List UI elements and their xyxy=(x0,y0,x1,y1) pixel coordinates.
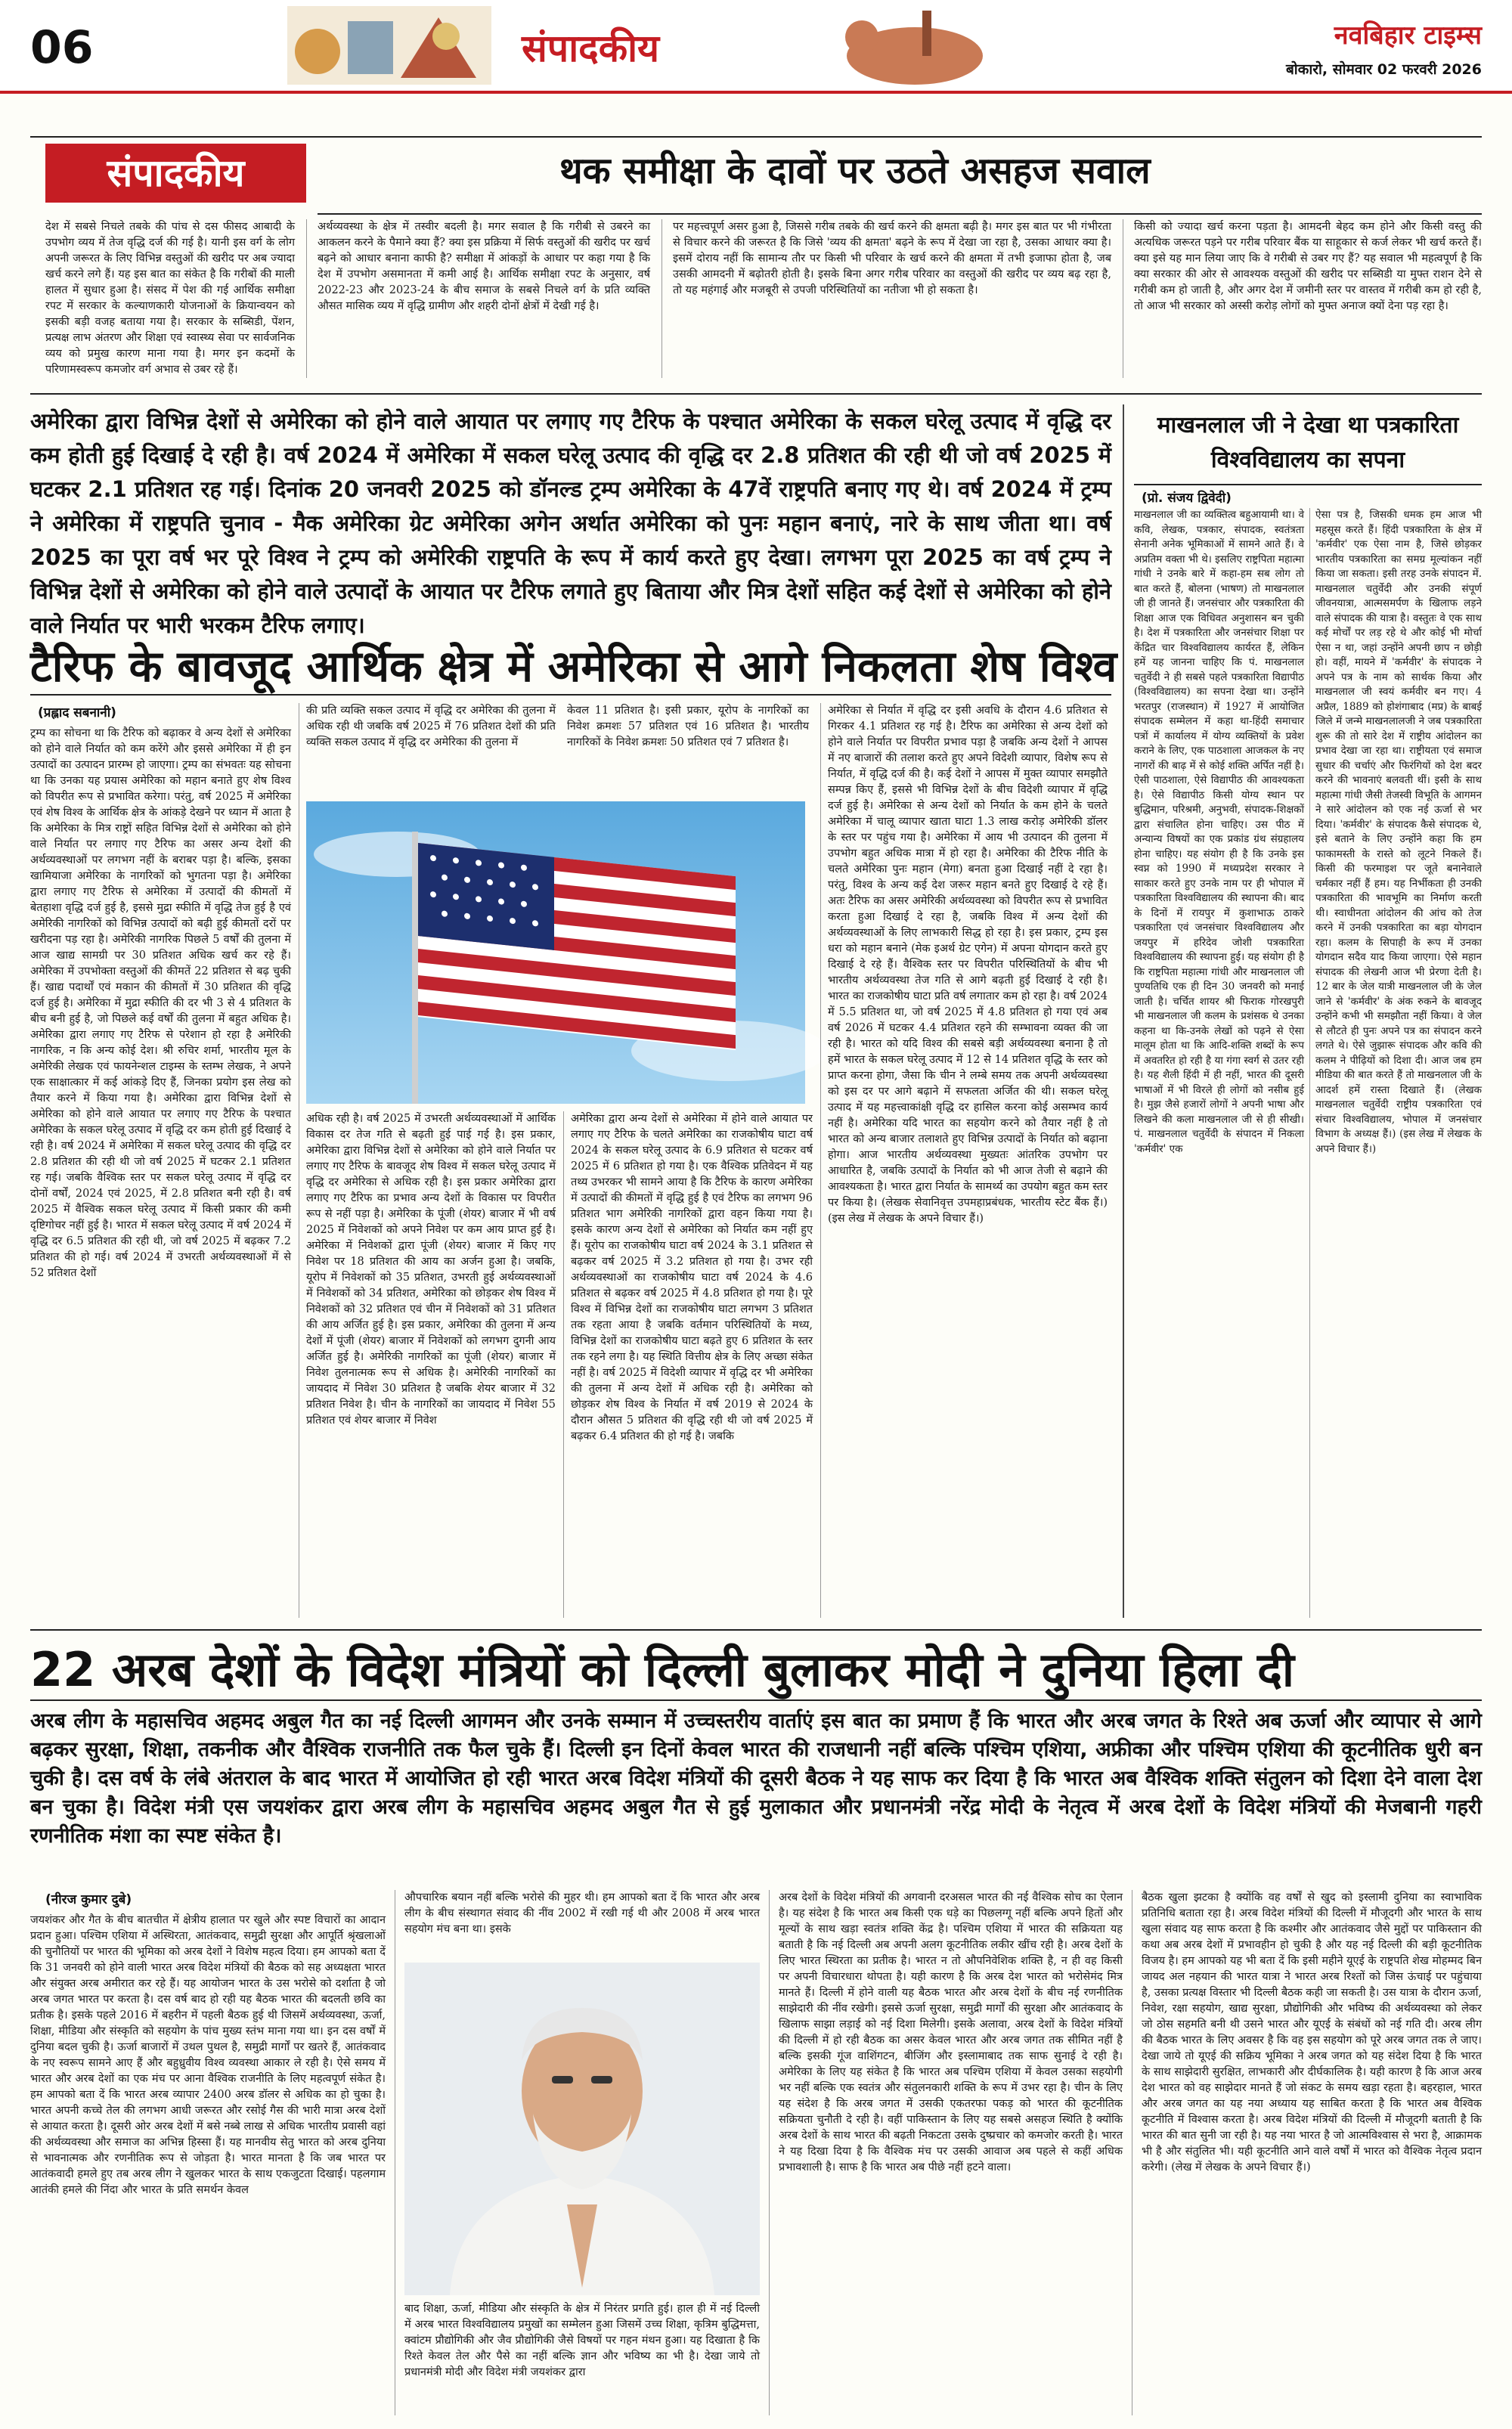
editorial-column-2: अर्थव्यवस्था के क्षेत्र में तस्वीर बदली है। मगर सवाल है कि गरीबी से उबरने का आकलन करने के पैमाने क्या हैं? क्या इस प्रक्रिया में सिर्फ वस्तुओं की खरीद पर खर्च बढ़ने को आधार बनाना काफी है? समीक्षा में आंकड़ों के आधार पर कहा गया है कि देश में उपभोग असमानता में कमी आई है। आर्थिक समीक्षा रपट के अनुसार, वर्ष 2022-23 और 2023-24 के बीच समाज के सबसे निचले वर्ग के प्रति व्यक्ति औसत मासिक व्यय में वृद्धि ग्रामीण और शहरी दोनों क्षेत्रों में देखी गई है। xyxy=(318,221,650,312)
tariff-byline: (प्रह्लाद सबनानी) xyxy=(38,705,116,720)
editorial-label: संपादकीय xyxy=(45,144,306,203)
tariff-headline: टैरिफ के बावजूद आर्थिक क्षेत्र में अमेरिका से आगे निकलता शेष विश्व xyxy=(30,642,1117,692)
headline-rule xyxy=(30,694,1111,696)
arab-intro: अरब लीग के महासचिव अहमद अबुल गैत का नई दिल्ली आगमन और उनके सम्मान में उच्चस्तरीय वार्ताएं इस बात का प्रमाण हैं कि भारत और अरब जगत के रिश्ते अब ऊर्जा और व्यापार से आगे बढ़कर सुरक्षा, शिक्षा, तकनीक और वैश्विक राजनीति तक फैल चुके हैं। दिल्ली इन दिनों केवल भारत की राजधानी नहीं बल्कि पश्चिम एशिया, अफ्रीका और पश्चिम एशिया की कूटनीतिक धुरी बन चुकी है। दस वर्ष के लंबे अंतराल के बाद भारत में आयोजित हो रही भारत अरब विदेश मंत्रियों की दूसरी बैठक ने यह साफ कर दिया है कि भारत अब वैश्विक शक्ति संतुलन को दिशा देने वाला देश बन चुका है। विदेश मंत्री एस जयशंकर द्वारा अरब लीग के महासचिव अहमद अबुल गैत से हुई मुलाकात और प्रधानमंत्री नरेंद्र मोदी के नेतृत्व में अरब देशों के विदेश मंत्रियों की मेजबानी गहरी रणनीतिक मंशा का स्पष्ट संकेत है। xyxy=(30,1709,1482,1848)
newspaper-brand: नवबिहार टाइम्स xyxy=(1334,20,1482,51)
makhanlal-column-1: माखनलाल जी का व्यक्तित्व बहुआयामी था। वे कवि, लेखक, पत्रकार, संपादक, स्वतंत्रता सेनानी अनेक भूमिकाओं में सामने आते हैं। वे अप्रतिम वक्ता भी थे। इसलिए राष्ट्रपिता महात्मा गांधी ने उनके बारे में कहा-हम सब लोग तो बात करते हैं, बोलना (भाषण) तो माखनलाल जी ही जानते हैं। जनसंचार और पत्रकारिता की शिक्षा आज एक विधिवत अनुशासन बन चुकी है। देश में पत्रकारिता और जनसंचार शिक्षा पर केंद्रित चार विश्वविद्यालय कार्यरत हैं, लेकिन हमें यह जानना चाहिए कि पं. माखनलाल चतुर्वेदी ने ही सबसे पहले पत्रकारिता विद्यापीठ (विश्वविद्यालय) का सपना देखा था। उन्होंने भरतपुर (राजस्थान) में 1927 में आयोजित संपादक सम्मेलन में कहा था-हिंदी समाचार पत्रों में कार्यालय में योग्य व्यक्तियों के प्रवेश कराने के लिए, एक पाठशाला आजकल के नए नागरों की बाढ़ में से कोई शक्ति अर्पित नहीं है। ऐसी पाठशाला, ऐसे विद्यापीठ की आवश्यकता है। ऐसे विद्यापीठ किसी योग्य स्थान पर बुद्धिमान, परिश्रमी, अनुभवी, संपादक-शिक्षकों द्वारा संचालित होना चाहिए। उस पीठ में अन्यान्य विषयों का एक प्रकांड ग्रंथ संग्रहालय होना चाहिए। यह संयोग ही है कि उनके इस स्वप्न को 1990 में मध्यप्रदेश सरकार ने साकार करते हुए उनके नाम पर ही भोपाल में पत्रकारिता विश्वविद्यालय की स्थापना की। बाद के दिनों में रायपुर में कुशाभाऊ ठाकरे पत्रकारिता एवं जनसंचार विश्वविद्यालय और जयपुर में हरिदेव जोशी पत्रकारिता विश्वविद्यालय की स्थापना हुई। यह संयोग ही है कि राष्ट्रपिता महात्मा गांधी और माखनलाल जी पुण्यतिथि एक ही दिन 30 जनवरी को मनाई जाती है। चर्चित शायर श्री फिराक गोरखपुरी भी माखनलाल जी कलम के प्रशंसक थे उनका कहना था कि-उनके लेखों को पढ़ने से ऐसा मालूम होता था कि आदि-शक्ति शब्दों के रूप में अवतरित हो रही है या गंगा स्वर्ग से उतर रही है। यह शैली हिंदी में ही नहीं, भारत की दूसरी भाषाओं में भी विरले ही लोगों को नसीब हुई है। मुझ जैसे हजारों लोगों ने अपनी भाषा और लिखने की कला माखनलाल जी से ही सीखी। पं. माखनलाल चतुर्वेदी के संपादन में निकला 'कर्मवीर' एक xyxy=(1134,509,1304,1155)
editorial-column-1: देश में सबसे निचले तबके की पांच से दस फीसद आबादी के उपभोग व्यय में तेज वृद्धि दर्ज की गई है। यानी इस वर्ग के लोग अपनी जरूरत के लिए विभिन्न वस्तुओं की खरीद पर अब ज्यादा खर्च करने लगे हैं। यह इस बात का संकेत है कि गरीबों की माली हालत में सुधार हुआ है। संसद में पेश की गई आर्थिक समीक्षा रपट में सरकार के कल्याणकारी योजनाओं के क्रियान्वयन को इसकी बड़ी वजह बताया गया है। सरकार के सब्सिडी, पेंशन, प्रत्यक्ष लाभ अंतरण और शिक्षा एवं स्वास्थ्य सेवा पर सार्वजनिक व्यय को प्रमुख कारण माना गया है। मगर इन कदमों के परिणामस्वरूप कमजोर वर्ग अभाव से उबर रहे हैं। xyxy=(45,221,295,376)
page-number: 06 xyxy=(30,21,94,74)
column-divider xyxy=(563,1111,564,1618)
sidebar-headline-rule xyxy=(1134,484,1482,485)
column-divider xyxy=(769,1890,770,2415)
arab-column-3: अरब देशों के विदेश मंत्रियों की अगवानी दरअसल भारत की नई वैश्विक सोच का ऐलान है। यह संदेश है कि भारत अब किसी एक धड़े का पिछलग्गू नहीं बल्कि अपने हितों और मूल्यों के साथ खड़ा स्वतंत्र शक्ति केंद्र है। पश्चिम एशिया में भारत की सक्रियता यह बताती है कि नई दिल्ली अब अपनी अलग कूटनीतिक लकीर खींच रही है। अरब देशों के लिए भारत स्थिरता का प्रतीक है। भारत न तो औपनिवेशिक शक्ति है, न ही वह किसी पर अपनी विचारधारा थोपता है। यही कारण है कि अरब देश भारत को भरोसेमंद मित्र मानते हैं। दिल्ली में होने वाली यह बैठक भारत और अरब देशों के बीच नई रणनीतिक साझेदारी की नींव रखेगी। इससे ऊर्जा सुरक्षा, समुद्री मार्गों की सुरक्षा और आतंकवाद के खिलाफ साझा लड़ाई को नई दिशा मिलेगी। इसके अलावा, अरब देशों के विदेश मंत्रियों की दिल्ली में हो रही बैठक का असर केवल भारत और अरब जगत तक सीमित नहीं है बल्कि इसकी गूंज वाशिंगटन, बीजिंग और इस्लामाबाद तक साफ सुनाई दे रही है। अमेरिका के लिए यह संकेत है कि भारत अब पश्चिम एशिया में केवल उसका सहयोगी भर नहीं बल्कि एक स्वतंत्र और संतुलनकारी शक्ति के रूप में उभर रहा है। चीन के लिए यह संदेश है कि अरब जगत में उसकी एकतरफा पकड़ को भारत की कूटनीतिक सक्रियता चुनौती दे रही है। वहीं पाकिस्तान के लिए यह सबसे असहज स्थिति है क्योंकि अरब देशों के साथ भारत की बढ़ती निकटता उसके दुष्प्रचार को कमजोर करती है। भारत ने यह दिखा दिया है कि वैश्विक मंच पर उसकी आवाज अब पहले से कहीं अधिक प्रभावशाली है। साफ है कि भारत अब पीछे नहीं हटने वाला। xyxy=(779,1891,1123,2173)
tariff-column-2: अधिक रही है। वर्ष 2025 में उभरती अर्थव्यवस्थाओं में आर्थिक विकास दर तेज गति से बढ़ती हुई पाई गई है। इस प्रकार, अमेरिका द्वारा विभिन्न देशों से अमेरिका को होने वाले निर्यात पर लगाए गए टैरिफ के बावजूद शेष विश्व में सकल घरेलू उत्पाद में वृद्धि दर अमेरिका से अधिक रही है। इस प्रकार अमेरिका द्वारा लगाए गए टैरिफ का प्रभाव अन्य देशों के विकास पर विपरीत रूप से नहीं पड़ा है। अमेरिका के पूंजी (शेयर) बाजार में भी वर्ष 2025 में निवेशकों को अपने निवेश पर कम आय प्राप्त हुई है। अमेरिका में निवेशकों द्वारा पूंजी (शेयर) बाजार में किए गए निवेश पर 18 प्रतिशत की आय का अर्जन हुआ है। जबकि, यूरोप में निवेशकों को 35 प्रतिशत, उभरती हुई अर्थव्यवस्थाओं में निवेशकों को 34 प्रतिशत, अमेरिका को छोड़कर शेष विश्व में निवेशकों को 32 प्रतिशत एवं चीन में निवेशकों को 31 प्रतिशत की आय अर्जित हुई है। इस प्रकार, अमेरिका की तुलना में अन्य देशों में पूंजी (शेयर) बाजार में निवेशकों को लगभग दुगनी आय अर्जित हुई है। अमेरिकी नागरिकों का पूंजी (शेयर) बाजार में निवेश तुलनात्मक रूप से अधिक है। अमेरिकी नागरिकों का जायदाद में निवेश 30 प्रतिशत है जबकि शेयर बाजार में 32 प्रतिशत निवेश है। चीन के नागरिकों का जायदाद में निवेश 55 प्रतिशत एवं शेयर बाजार में निवेश xyxy=(306,1113,556,1427)
us-flag-illustration xyxy=(306,801,805,1104)
section-divider xyxy=(30,393,1482,395)
masthead xyxy=(0,0,1512,94)
section-divider xyxy=(30,1629,1482,1631)
dateline: बोकारो, सोमवार 02 फरवरी 2026 xyxy=(1285,61,1482,78)
section-title: संपादकीय xyxy=(522,26,660,70)
tariff-column-1: ट्रम्प का सोचना था कि टैरिफ को बढ़ाकर वे अन्य देशों से अमेरिका को होने वाले निर्यात को कम करेंगे और इससे अमेरिका में ही इन उत्पादों का उत्पादन प्रारम्भ हो जाएगा। ट्रम्प का संभवतः यह सोचना था कि उनका यह प्रयास अमेरिका को महान बनाते हुए शेष विश्व को विपरीत रूप से प्रभावित करेगा। परंतु, वर्ष 2025 में अमेरिका एवं शेष विश्व के आर्थिक क्षेत्र के आंकड़े देखने पर ध्यान में आता है कि अमेरिका के मित्र राष्ट्रों सहित विभिन्न देशों से अमेरिका को होने वाले निर्यात पर लगाए गए टैरिफ का असर अन्य देशों की अर्थव्यवस्थाओं पर लगभग नहीं के बराबर पड़ा है। बल्कि, इसका खामियाजा अमेरिका के नागरिकों को भुगतना पड़ा है। अमेरिका द्वारा लगाए गए टैरिफ से अमेरिका में उत्पादों की कीमतों में बेतहाशा वृद्धि दर्ज हुई है, इससे मुद्रा स्फीति में वृद्धि तेज हुई है एवं अमेरिकी नागरिकों को विभिन्न उत्पादों को बढ़ी हुई कीमतों दरों पर खरीदना पड़ रहा है। अमेरिकी नागरिक पिछले 5 वर्षों की तुलना में आज खाद्य सामग्री पर 30 प्रतिशत अधिक खर्च कर रहे हैं। अमेरिका में उपभोक्ता वस्तुओं की कीमतें 22 प्रतिशत से बढ़ चुकी हैं। खाद्य पदार्थों एवं मकान की कीमतों में 30 प्रतिशत की वृद्धि दर्ज हुई है। अमेरिका में मुद्रा स्फीति की दर भी 3 से 4 प्रतिशत के बीच बनी हुई है, जो पिछले कई वर्षों की तुलना में बहुत अधिक है। अमेरिका द्वारा लगाए गए टैरिफ से परेशान हो रहा है अमेरिकी नागरिक, न कि अन्य कोई देश। श्री रुचिर शर्मा, भारतीय मूल के अमेरिकी लेखक एवं फायनेन्शल टाइम्स के स्तम्भ लेखक, ने अपने एक साक्षात्कार में कई आंकड़े दिए हैं, जिनका प्रयोग इस लेख को तैयार करने में किया गया है। अमेरिका द्वारा विभिन्न देशों से अमेरिका को होने वाले आयात पर लगाए गए टैरिफ के पश्चात अमेरिका के सकल घरेलू उत्पाद में वृद्धि दर कम होती हुई दिखाई दे रही है। वर्ष 2024 में अमेरिका में सकल घरेलू उत्पाद की वृद्धि दर 2.8 प्रतिशत की रही थी जो वर्ष 2025 में घटकर 2.1 प्रतिशत रह गई। जबकि वैश्विक स्तर पर सकल घरेलू उत्पाद में वृद्धि दर दोनों वर्षों, 2024 एवं 2025, में 2.8 प्रतिशत बनी रही है। वर्ष 2025 में वैश्विक सकल घरेलू उत्पाद में किसी प्रकार की कमी दृष्टिगोचर नहीं हुई है। भारत में सकल घरेलू उत्पाद में वर्ष 2024 में वृद्धि दर 6.5 प्रतिशत की रही थी, जो वर्ष 2025 में बढ़कर 7.2 प्रतिशत की हो गई। वर्ष 2024 में उभरती अर्थव्यवस्थाओं में से 52 प्रतिशत देशों xyxy=(30,727,291,1279)
tariff-column-4: अमेरिका से निर्यात में वृद्धि दर इसी अवधि के दौरान 4.6 प्रतिशत से गिरकर 4.1 प्रतिशत रह गई है। टैरिफ का अमेरिका से अन्य देशों को होने वाले निर्यात पर विपरीत प्रभाव पड़ा है जबकि अन्य देशों ने आपस में नए बाजारों की तलाश करते हुए अपने विदेशी व्यापार, विशेष रूप से निर्यात, में वृद्धि दर्ज की है। कई देशों ने आपस में मुक्त व्यापार समझौते सम्पन्न किए हैं, इससे भी विभिन्न देशों के बीच विदेशी व्यापार में वृद्धि दर्ज हुई है। अमेरिका से अन्य देशों को निर्यात के कम होने के चलते अमेरिका में चालू व्यापार खाता घाटा 1.3 लाख करोड़ अमेरिकी डॉलर के स्तर पर पहुंच गया है। अमेरिका में आय भी उत्पादन की तुलना में उपभोग बहुत अधिक मात्रा में हो रहा है। अमेरिका की टैरिफ नीति के चलते अमेरिका पुनः महान (मेगा) बनता हुआ दिखाई नहीं दे रहा है। परंतु, विश्व के अन्य कई देश जरूर महान बनते हुए दिखाई दे रहे हैं। अतः टैरिफ का असर अमेरिकी अर्थव्यवस्था को विपरीत रूप से प्रभावित करता हुआ दिखाई दे रहा है, जबकि विश्व में अन्य देशों की अर्थव्यवस्थाओं के लिए लाभकारी सिद्ध हो रहा है। इस प्रकार, ट्रम्प इस धरा को महान बनाने (मेक इअर्थ ग्रेट एगेन) में अपना योगदान करते हुए दिखाई दे रहे हैं। वैश्विक स्तर पर विपरीत परिस्थितियों के बीच भी भारतीय अर्थव्यवस्था तेज गति से आगे बढ़ती हुई दिखाई दे रही है। भारत का राजकोषीय घाटा प्रति वर्ष लगातार कम हो रहा है। वर्ष 2024 में 5.5 प्रतिशत था, जो वर्ष 2025 में 4.8 प्रतिशत हो गया एवं अब वर्ष 2026 में घटकर 4.4 प्रतिशत रहने की सम्भावना व्यक्त की जा रही है। भारत को यदि विश्व की सबसे बड़ी अर्थव्यवस्था बनाना है तो हमें भारत के सकल घरेलू उत्पाद में 12 से 14 प्रतिशत वृद्धि के स्तर को प्राप्त करना होगा, जैसा कि चीन ने लम्बे समय तक अपनी अर्थव्यवस्था को इस दर पर आगे बढ़ाने में सफलता अर्जित की थी। सकल घरेलू उत्पाद में यह महत्त्वाकांक्षी वृद्धि दर हासिल करना कोई असम्भव कार्य नहीं है। अमेरिका यदि भारत का सहयोग करने को तैयार नहीं है तो भारत को अन्य बाजार तलाशते हुए विभिन्न उत्पादों के निर्यात को बढ़ाना होगा। आज भारतीय अर्थव्यवस्था मुख्यतः आंतरिक उपभोग पर आधारित है, जबकि उत्पादों के निर्यात को भी आज तेजी से बढ़ाने की आवश्यकता है। भारत द्वारा निर्यात के सामर्थ्य का उपयोग बहुत कम स्तर पर किया है। (लेखक सेवानिवृत्त उपमहाप्रबंधक, भारतीय स्टेट बैंक हैं।) (इस लेख में लेखक के अपने विचार हैं।) xyxy=(828,705,1108,1225)
tariff-intro: अमेरिका द्वारा विभिन्न देशों से अमेरिका को होने वाले आयात पर लगाए गए टैरिफ के पश्चात अमेरिका के सकल घरेलू उत्पाद में वृद्धि दर कम होती हुई दिखाई दे रही है। वर्ष 2024 में अमेरिका में सकल घरेलू उत्पाद की वृद्धि दर 2.8 प्रतिशत की रही थी जो वर्ष 2025 में घटकर 2.1 प्रतिशत रह गई। दिनांक 20 जनवरी 2025 को डॉनल्ड ट्रम्प अमेरिका के 47वें राष्ट्रपति बनाए गए थे। वर्ष 2024 में ट्रम्प ने अमेरिका में राष्ट्रपति चुनाव - मैक अमेरिका ग्रेट अमेरिका अगेन अर्थात अमेरिका को पुनः महान बनाएं, नारे के साथ जीता था। वर्ष 2025 का पूरा वर्ष भर पूरे विश्व ने ट्रम्प को अमेरिकी राष्ट्रपति के रूप में कार्य करते हुए देखा। लगभग पूरा 2025 का वर्ष ट्रम्प ने विभिन्न देशों से अमेरिका को होने वाले उत्पादों के आयात पर टैरिफ लगाते हुए बिताया और मित्र देशों सहित कई देशों से अमेरिका को होने वाले निर्यात पर भारी भरकम टैरिफ लगाए। xyxy=(30,408,1111,638)
editorial-top-rule xyxy=(30,136,1482,138)
us-flag-photo xyxy=(306,801,805,1104)
headline-rule xyxy=(30,1699,1482,1701)
makhanlal-byline: (प्रो. संजय द्विवेदी) xyxy=(1142,491,1232,506)
pm-namaste-illustration xyxy=(404,1963,760,2295)
pm-photo xyxy=(404,1963,760,2295)
editorial-column-3: पर महत्त्वपूर्ण असर हुआ है, जिससे गरीब तबके की खर्च करने की क्षमता बढ़ी है। मगर इस बात पर भी गंभीरता से विचार करने की जरूरत है कि जिसे 'व्यय की क्षमता' बढ़ने के रूप में देखा जा रहा है, उसका आधार क्या है। इसमें दोराय नहीं कि सामान्य तौर पर किसी भी परिवार के खर्च करने की क्षमता में तभी इजाफा होता है, जब उसकी आमदनी में बढ़ोतरी होती है। इसके बिना अगर गरीब परिवार का वस्तुओं की खरीद पर व्यय बढ़ रहा है, तो यह महंगाई और मजबूरी से उपजी परिस्थितियों का नतीजा भी हो सकता है। xyxy=(673,221,1111,296)
makhanlal-column-2: ऐसा पत्र है, जिसकी धमक हम आज भी महसूस करते हैं। हिंदी पत्रकारिता के क्षेत्र में 'कर्मवीर' एक ऐसा नाम है, जिसे छोड़कर भारतीय पत्रकारिता का समग्र मूल्यांकन नहीं किया जा सकता। इसी तरह उनके संपादन में. माखनलाल चतुर्वेदी और उनकी संपूर्ण जीवनयात्रा, आत्मसमर्पण के खिलाफ लड़ने वाले संपादक की यात्रा है। वस्तुतः वे एक साथ कई मोर्चों पर लड़ रहे थे और कोई भी मोर्चा ऐसा न था, जहां उन्होंने अपनी छाप न छोड़ी हो। वहीं, मायने में 'कर्मवीर' के संपादक ने अपने पत्र के नाम को सार्थक किया और माखनलाल जी स्वयं कर्मवीर बन गए। 4 अप्रैल, 1889 को होशंगाबाद (मप्र) के बाबई जिले में जन्मे माखनलालजी ने जब पत्रकारिता शुरू की तो सारे देश में राष्ट्रीय आंदोलन का प्रभाव देखा जा रहा था। राष्ट्रीयता एवं समाज सुधार की चर्चाएं और फिरंगियों को देश बदर करने की भावनाएं बलवती थीं। इसी के साथ महात्मा गांधी जैसी तेजस्वी विभूति के आगमन ने सारे आंदोलन को एक नई ऊर्जा से भर दिया। 'कर्मवीर' के संपादक कैसे संपादक थे, इसे बताने के लिए उन्होंने कहा कि हम फाकामस्ती के रास्ते को लूटने निकले हैं। किसी की फरमाइश पर जूते बनानेवाले चर्मकार नहीं हैं हम। यह निर्भीकता ही उनकी पत्रकारिता की भावभूमि का निर्माण करती थी। स्वाधीनता आंदोलन की आंच को तेज करने में उनकी पत्रकारिता का बड़ा योगदान रहा। कलम के सिपाही के रूप में उनका योगदान सदैव याद किया जाएगा। ऐसे महान संपादक की लेखनी आज भी प्रेरणा देती है। 12 बार के जेल यात्री माखनलाल जी के जेल जाने से 'कर्मवीर' के अंक रुकने के बावजूद उन्होंने कभी भी समझौता नहीं किया। वे जेल से लौटते ही पुनः अपने पत्र का संपादन करने लगते थे। ऐसे जुझारू संपादक और कवि की कलम ने पीढ़ियों को दिशा दी। आज जब हम मीडिया की बात करते हैं तो माखनलाल जी के आदर्श हमें रास्ता दिखाते हैं। (लेखक माखनलाल चतुर्वेदी राष्ट्रीय पत्रकारिता एवं संचार विश्वविद्यालय, भोपाल में जनसंचार विभाग के अध्यक्ष हैं।) (इस लेख में लेखक के अपने विचार हैं।) xyxy=(1315,509,1482,1155)
tariff-column-3-top: केवल 11 प्रतिशत है। इसी प्रकार, यूरोप के नागरिकों का निवेश क्रमशः 57 प्रतिशत एवं 16 प्रतिशत है। भारतीय नागरिकों के निवेश क्रमशः 50 प्रतिशत एवं 7 प्रतिशत है। xyxy=(567,705,809,748)
masthead-figure-illustration xyxy=(816,3,1013,88)
column-divider xyxy=(1309,508,1310,1618)
arab-column-2: बाद शिक्षा, ऊर्जा, मीडिया और संस्कृति के क्षेत्र में निरंतर प्रगति हुई। हाल ही में नई दिल्ली में अरब भारत विश्वविद्यालय प्रमुखों का सम्मेलन हुआ जिसमें उच्च शिक्षा, कृत्रिम बुद्धिमत्ता, क्वांटम प्रौद्योगिकी और जैव प्रौद्योगिकी जैसे विषयों पर गहन मंथन हुआ। यह दिखाता है कि रिश्ते केवल तेल और पैसे का नहीं बल्कि ज्ञान और भविष्य का भी है। देखा जाये तो प्रधानमंत्री मोदी और विदेश मंत्री जयशंकर द्वारा xyxy=(404,2303,760,2378)
editorial-headline-rule xyxy=(318,213,1482,215)
makhanlal-headline: माखनलाल जी ने देखा था पत्रकारिता विश्वविद्यालय का सपना xyxy=(1157,412,1459,473)
editorial-headline: थक समीक्षा के दावों पर उठते असहज सवाल xyxy=(559,150,1151,192)
arab-headline: 22 अरब देशों के विदेश मंत्रियों को दिल्ली बुलाकर मोदी ने दुनिया हिला दी xyxy=(30,1642,1294,1697)
sidebar-divider xyxy=(1123,404,1124,1618)
column-divider xyxy=(820,703,821,1618)
arab-column-1: जयशंकर और गैत के बीच बातचीत में क्षेत्रीय हालात पर खुले और स्पष्ट विचारों का आदान प्रदान हुआ। पश्चिम एशिया में अस्थिरता, आतंकवाद, समुद्री सुरक्षा और आपूर्ति श्रृंखलाओं की चुनौतियों पर भारत की भूमिका को अरब देशों ने विशेष महत्व दिया। हम आपको बता दें कि 31 जनवरी को होने वाली भारत अरब विदेश मंत्रियों की बैठक को सह अध्यक्षता भारत और संयुक्त अरब अमीरात कर रहे हैं। यह आयोजन भारत के उस भरोसे को दर्शाता है जो अरब जगत भारत पर करता है। दस वर्ष बाद हो रही यह बैठक भारत की बदलती छवि का प्रतीक है। इसके पहले 2016 में बहरीन में पहली बैठक हुई थी जिसमें अर्थव्यवस्था, ऊर्जा, शिक्षा, मीडिया और संस्कृति को सहयोग के पांच मुख्य स्तंभ माना गया था। इन दस वर्षों में दुनिया बदल चुकी है। ऊर्जा बाजारों में उथल पुथल है, समुद्री मार्गों पर खतरे हैं, आतंकवाद के नए स्वरूप सामने आए हैं और बहुध्रुवीय विश्व व्यवस्था आकार ले रही है। ऐसे समय में भारत और अरब देशों का एक मंच पर आना वैश्विक राजनीति के लिए महत्वपूर्ण संकेत है। हम आपको बता दें कि भारत अरब व्यापार 2400 अरब डॉलर से अधिक का हो चुका है। भारत अपनी कच्चे तेल की लगभग आधी जरूरत और रसोई गैस की भारी मात्रा अरब देशों से आयात करता है। दूसरी ओर अरब देशों में बसे नब्बे लाख से अधिक भारतीय प्रवासी वहां की अर्थव्यवस्था और समाज का अभिन्न हिस्सा हैं। यह मानवीय सेतु भारत को अरब दुनिया से भावनात्मक और रणनीतिक रूप से जोड़ता है। भारत मानता है कि जब भारत पर आतंकवादी हमले हुए तब अरब लीग ने खुलकर भारत के साथ एकजुटता दिखाई। पहलगाम आतंकी हमले की निंदा और भारत के प्रति समर्थन केवल xyxy=(30,1914,386,2196)
column-divider xyxy=(306,219,307,378)
editorial-column-4: किसी को ज्यादा खर्च करना पड़ता है। आमदनी बेहद कम होने और किसी वस्तु की अत्यधिक जरूरत पड़ने पर गरीब परिवार बैंक या साहूकार से कर्ज लेकर भी खर्च करते हैं। क्या इसे यह मान लिया जाए कि वे गरीबी से उबर गए हैं? यह सवाल भी महत्वपूर्ण है कि क्या सरकार की ओर से आवश्यक वस्तुओं की खरीद पर सब्सिडी या मुफ्त राशन देने से गरीबी कम हो जाती है, और अगर देश में जमीनी स्तर पर वास्तव में गरीबी कम हो रही है, तो आज भी सरकार को अस्सी करोड़ लोगों को मुफ्त अनाज क्यों देना पड़ रहा है। xyxy=(1134,221,1482,312)
tariff-column-2-top: की प्रति व्यक्ति सकल उत्पाद में वृद्धि दर अमेरिका की तुलना में अधिक रही थी जबकि वर्ष 2025 में 76 प्रतिशत देशों की प्रति व्यक्ति सकल उत्पाद में वृद्धि दर अमेरिका की तुलना में xyxy=(306,705,556,748)
tariff-column-3: अमेरिका द्वारा अन्य देशों से अमेरिका में होने वाले आयात पर लगाए गए टैरिफ के चलते अमेरिका का राजकोषीय घाटा वर्ष 2024 के सकल घरेलू उत्पाद के 6.9 प्रतिशत से घटकर वर्ष 2025 में 6 प्रतिशत हो गया है। एक वैश्विक प्रतिवेदन में यह तथ्य उभरकर भी सामने आया है कि टैरिफ के कारण अमेरिका में उत्पादों की कीमतों में वृद्धि हुई है एवं टैरिफ का लगभग 96 प्रतिशत भाग अमेरिकी नागरिकों द्वारा वहन किया गया है। इसके कारण अन्य देशों से अमेरिका को निर्यात कम नहीं हुए हैं। यूरोप का राजकोषीय घाटा वर्ष 2024 के 3.1 प्रतिशत से बढ़कर वर्ष 2025 में 3.2 प्रतिशत हो गया है। उभर रही अर्थव्यवस्थाओं का राजकोषीय घाटा वर्ष 2024 के 4.6 प्रतिशत से बढ़कर वर्ष 2025 में 4.8 प्रतिशत हो गया है। पूरे विश्व में विभिन्न देशों का राजकोषीय घाटा लगभग 3 प्रतिशत तक रहता आया है जबकि वर्तमान परिस्थितियों के मध्य, विभिन्न देशों का राजकोषीय घाटा बढ़ते हुए 6 प्रतिशत के स्तर तक रहने लगा है। यह स्थिति वित्तीय क्षेत्र के लिए अच्छा संकेत नहीं है। वर्ष 2025 में विदेशी व्यापार में वृद्धि दर भी अमेरिका की तुलना में अन्य देशों में अधिक रही है। अमेरिका को छोड़कर शेष विश्व के निर्यात में वर्ष 2019 से 2024 के दौरान औसत 5 प्रतिशत की वृद्धि रही थी जो वर्ष 2025 में बढ़कर 6.4 प्रतिशत की हो गई है। जबकि xyxy=(571,1113,813,1442)
arab-column-4: बैठक खुला झटका है क्योंकि वह वर्षों से खुद को इस्लामी दुनिया का स्वाभाविक प्रतिनिधि बताता रहा है। अरब विदेश मंत्रियों की दिल्ली में मौजूदगी और भारत के साथ खुला संवाद यह साफ करता है कि कश्मीर और आतंकवाद जैसे मुद्दों पर पाकिस्तान की कथा अब अरब देशों में प्रभावहीन हो चुकी है और यह नई दिल्ली की बड़ी कूटनीतिक विजय है। हम आपको यह भी बता दें कि इसी महीने यूएई के राष्ट्रपति शेख मोहम्मद बिन जायद अल नहयान की भारत यात्रा ने भारत अरब रिश्तों को जिस ऊंचाई पर पहुंचाया है, उसका प्रत्यक्ष विस्तार भी दिल्ली बैठक कही जा सकती है। उस यात्रा के दौरान ऊर्जा, निवेश, रक्षा सहयोग, खाद्य सुरक्षा, प्रौद्योगिकी और भविष्य की अर्थव्यवस्था को लेकर जो ठोस सहमति बनी थी उसने भारत और यूएई के संबंधों को नई गति दी। अरब लीग की बैठक भारत के लिए अवसर है कि वह इस सहयोग को पूरे अरब जगत तक ले जाए। देखा जाये तो यूएई की सक्रिय भूमिका ने अरब जगत को यह संदेश दिया है कि भारत के साथ साझेदारी सुरक्षित, लाभकारी और दीर्घकालिक है। यही कारण है कि आज अरब देश भारत को वह साझेदार मानते हैं जो संकट के समय खड़ा रहता है। बहरहाल, भारत और अरब जगत का यह नया अध्याय यह साबित करता है कि भारत अब वैश्विक कूटनीति में विश्वास करता है। अरब विदेश मंत्रियों की दिल्ली में मौजूदगी बताती है कि भारत की बात सुनी जा रही है। यह नया भारत है जो आत्मविश्वास से भरा है, आक्रामक भी है और संतुलित भी। यही कूटनीति आने वाले वर्षों में भारत को वैश्विक नेतृत्व प्रदान करेगी। (लेख में लेखक के अपने विचार हैं।) xyxy=(1142,1891,1482,2173)
arab-byline: (नीरज कुमार दुबे) xyxy=(45,1892,132,1907)
masthead-collage-illustration xyxy=(287,6,491,85)
arab-column-2-top: औपचारिक बयान नहीं बल्कि भरोसे की मुहर थी। हम आपको बता दें कि भारत और अरब लीग के बीच संस्थागत संवाद की नींव 2002 में रखी गई थी और 2008 में अरब भारत सहयोग मंच बना था। इसके xyxy=(404,1891,760,1935)
